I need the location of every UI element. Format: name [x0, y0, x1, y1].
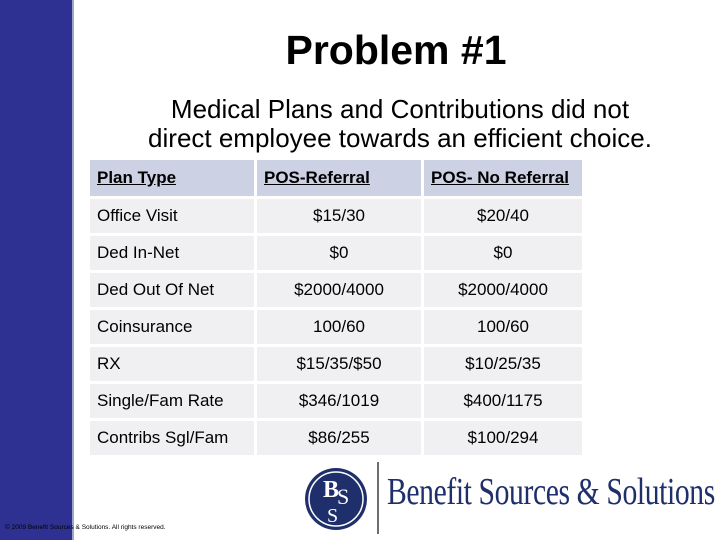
table-row [90, 383, 582, 420]
pos-no-referral-value: $10/25/35 [423, 346, 583, 383]
row-label: Single/Fam Rate [90, 383, 256, 420]
svg-text:B: B [323, 477, 340, 503]
logo-wordmark: Benefit Sources & Solutions [387, 471, 715, 513]
pos-no-referral-value: $100/294 [423, 420, 583, 456]
svg-text:S: S [327, 505, 339, 527]
row-label: RX [90, 346, 256, 383]
table-header-row [90, 160, 582, 198]
slide-title: Problem #1 [285, 27, 507, 73]
row-label: Office Visit [90, 198, 256, 235]
pos-no-referral-value: 100/60 [423, 309, 583, 346]
row-label: Ded Out Of Net [90, 272, 256, 309]
plan-comparison-table [90, 160, 582, 455]
row-label: Contribs Sgl/Fam [90, 420, 256, 456]
table-row [90, 346, 582, 383]
subtitle-line-1: Medical Plans and Contributions did not [170, 94, 630, 124]
left-accent-bar [0, 0, 74, 540]
pos-referral-value: $0 [256, 235, 423, 272]
pos-referral-value: $15/30 [256, 198, 423, 235]
pos-referral-value: $15/35/$50 [256, 346, 423, 383]
table-row [90, 198, 582, 235]
pos-referral-value: $86/255 [256, 420, 423, 456]
pos-no-referral-value: $400/1175 [423, 383, 583, 420]
copyright-notice: © 2009 Benefit Sources & Solutions. All rights reserved. [5, 524, 166, 531]
header-plan-type: Plan Type [90, 160, 256, 198]
table-row [90, 309, 582, 346]
pos-no-referral-value: $20/40 [423, 198, 583, 235]
pos-no-referral-value: $2000/4000 [423, 272, 583, 309]
subtitle-line-2: direct employee towards an efficient choice. [148, 123, 652, 153]
table-row [90, 235, 582, 272]
header-pos-no-referral: POS- No Referral [423, 160, 583, 198]
slide-subtitle [100, 95, 700, 153]
pos-referral-value: 100/60 [256, 309, 423, 346]
row-label: Ded In-Net [90, 235, 256, 272]
row-label: Coinsurance [90, 309, 256, 346]
pos-referral-value: $346/1019 [256, 383, 423, 420]
pos-no-referral-value: $0 [423, 235, 583, 272]
logo-divider [377, 462, 379, 534]
table-row [90, 272, 582, 309]
bss-monogram-icon [303, 466, 369, 532]
svg-text:S: S [337, 484, 350, 509]
company-logo [303, 462, 718, 534]
header-pos-referral: POS-Referral [256, 160, 423, 198]
table-row [90, 420, 582, 456]
pos-referral-value: $2000/4000 [256, 272, 423, 309]
